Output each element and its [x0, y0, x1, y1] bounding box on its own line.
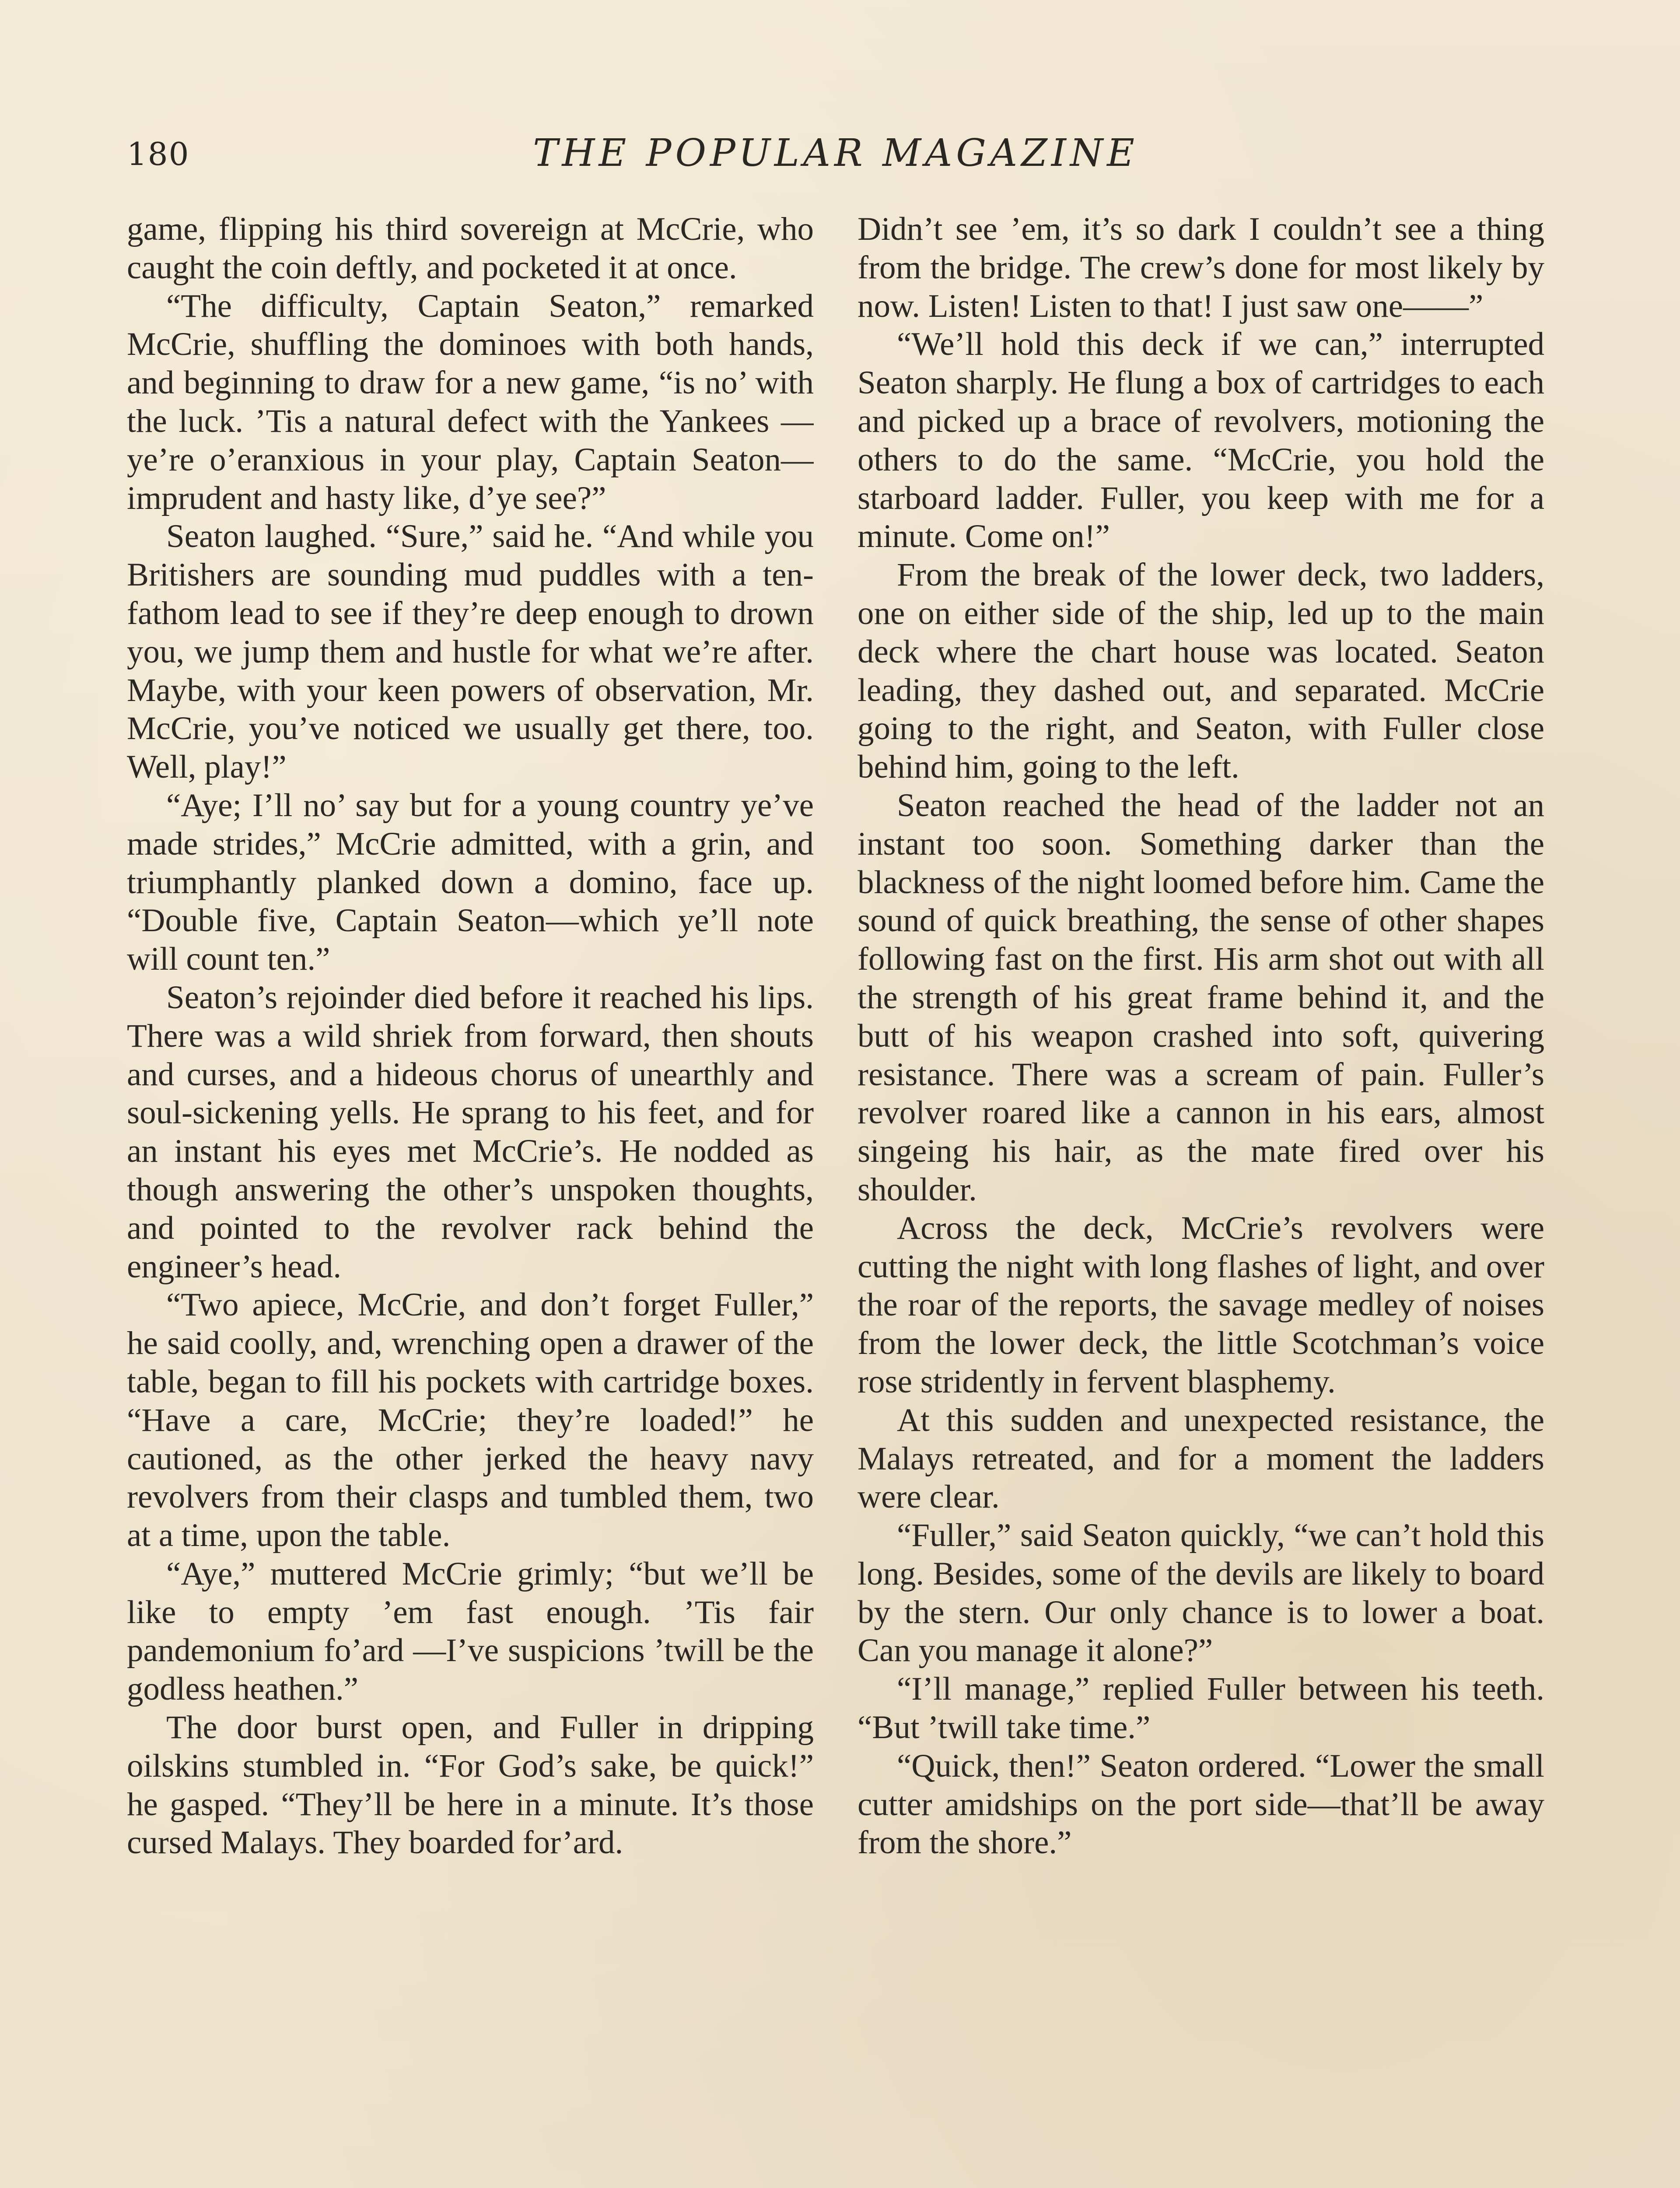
- paragraph: Seaton reached the head of the ladder not an instant too soon. Something darker than the blackness of the night loomed before him. Came the sound of quick breathing, the sense of other shapes following fast on the first. His arm shot out with all the strength of his great frame behind it, and the butt of his weapon crashed into soft, quivering resistance. There was a scream of pain. Fuller’s revolver roared like a cannon in his ears, almost singeing his hair, as the mate fired over his shoulder.: [858, 787, 1544, 1208]
- paragraph: “Aye; I’ll no’ say but for a young country ye’ve made strides,” McCrie admitted, with a grin, and triumphantly planked down a domino, face up. “Double five, Captain Seaton—which ye’ll note will count ten.”: [127, 787, 814, 978]
- paragraph: “Fuller,” said Seaton quickly, “we can’t hold this long. Besides, some of the devils are likely to board by the stern. Our only chance is to lower a boat. Can you manage it alone?”: [858, 1517, 1544, 1669]
- paragraph: Seaton laughed. “Sure,” said he. “And while you Britishers are sounding mud puddles with a ten-fathom lead to see if they’re deep enough to drown you, we jump them and hustle for what we’re after. Maybe, with your keen powers of observation, Mr. McCrie, you’ve noticed we usually get there, too. Well, play!”: [127, 518, 814, 785]
- paragraph: Across the deck, McCrie’s revolvers were cutting the night with long flashes of light, and over the roar of the reports, the savage medley of noises from the lower deck, the little Scotchman’s voice rose stridently in fervent blasphemy.: [858, 1210, 1544, 1400]
- page-header: [127, 131, 1544, 193]
- paragraph: Didn’t see ’em, it’s so dark I couldn’t see a thing from the bridge. The crew’s done for most likely by now. Listen! Listen to that! I just saw one——”: [858, 211, 1544, 324]
- paragraph: “I’ll manage,” replied Fuller between his teeth. “But ’twill take time.”: [858, 1671, 1544, 1746]
- running-title: THE POPULAR MAGAZINE: [533, 131, 1138, 175]
- paragraph: “Aye,” muttered McCrie grimly; “but we’ll be like to empty ’em fast enough. ’Tis fair pandemonium fo’ard —I’ve suspicions ’twill be the godless heathen.”: [127, 1555, 814, 1708]
- right-column: [858, 210, 1544, 2188]
- page-number: 180: [127, 136, 190, 172]
- paragraph: “Two apiece, McCrie, and don’t forget Fuller,” he said coolly, and, wrenching open a drawer of the table, began to fill his pockets with cartridge boxes. “Have a care, McCrie; they’re loaded!” he cautioned, as the other jerked the heavy navy revolvers from their clasps and tumbled them, two at a time, upon the table.: [127, 1287, 814, 1554]
- paragraph: At this sudden and unexpected resistance, the Malays retreated, and for a moment the ladders were clear.: [858, 1402, 1544, 1515]
- paragraph: “Quick, then!” Seaton ordered. “Lower the small cutter amidships on the port side—that’ll be away from the shore.”: [858, 1747, 1544, 1861]
- left-column: [127, 210, 814, 2188]
- paragraph: From the break of the lower deck, two ladders, one on either side of the ship, led up to the main deck where the chart house was located. Seaton leading, they dashed out, and separated. McCrie going to the right, and Seaton, with Fuller close behind him, going to the left.: [858, 557, 1544, 785]
- text-columns: [127, 210, 1544, 2188]
- paragraph: “The difficulty, Captain Seaton,” remarked McCrie, shuffling the dominoes with both hands, and beginning to draw for a new game, “is no’ with the luck. ’Tis a natural defect with the Yankees —ye’re o’eranxious in your play, Captain Seaton—imprudent and hasty like, d’ye see?”: [127, 288, 814, 516]
- paragraph: Seaton’s rejoinder died before it reached his lips. There was a wild shriek from forward, then shouts and curses, and a hideous chorus of unearthly and soul-sickening yells. He sprang to his feet, and for an instant his eyes met McCrie’s. He nodded as though answering the other’s unspoken thoughts, and pointed to the revolver rack behind the engineer’s head.: [127, 979, 814, 1285]
- paragraph: “We’ll hold this deck if we can,” interrupted Seaton sharply. He flung a box of cartridges to each and picked up a brace of revolvers, motioning the others to do the same. “McCrie, you hold the starboard ladder. Fuller, you keep with me for a minute. Come on!”: [858, 326, 1544, 555]
- paragraph: The door burst open, and Fuller in dripping oilskins stumbled in. “For God’s sake, be quick!” he gasped. “They’ll be here in a minute. It’s those cursed Malays. They boarded for’ard.: [127, 1709, 814, 1861]
- paragraph: game, flipping his third sovereign at McCrie, who caught the coin deftly, and pocketed it at once.: [127, 211, 814, 286]
